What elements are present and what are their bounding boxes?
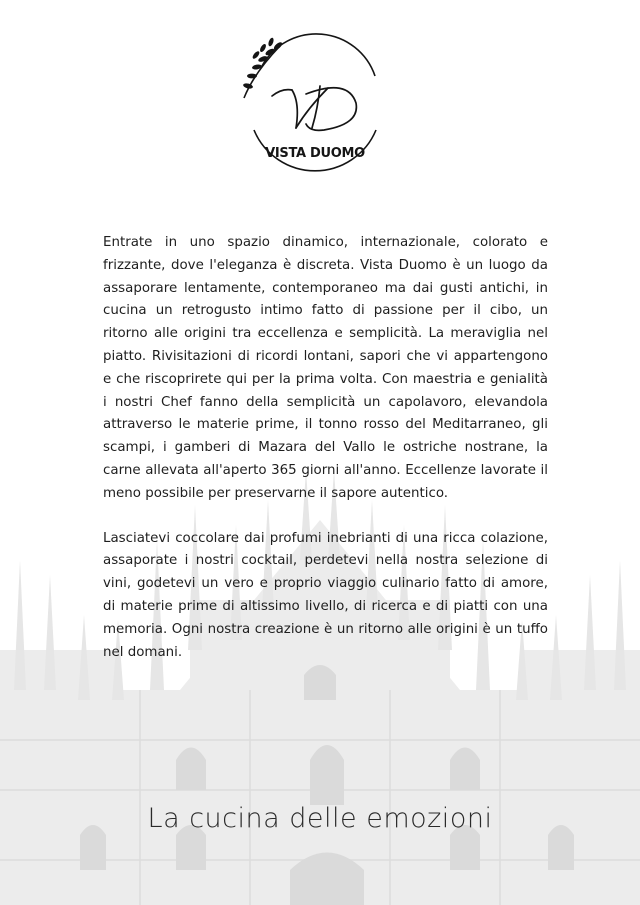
paragraph-experience: Lasciatevi coccolare dai profumi inebrianti di una ricca colazione, assaporate i nostri cocktail, perdetevi nella nostra selezione di vini, godetevi un vero e proprio viaggio culinario fatto di amore, di materie prime di altissimo livello, di ricerca e di piatti con una memoria. Ogni nostra creazione è un ritorno alle origini è un tuffo nel domani. — [103, 530, 548, 660]
laurel-branch-icon — [243, 37, 284, 98]
description-text — [103, 232, 548, 664]
logo-wordmark: VISTA DUOMO — [265, 146, 365, 161]
tagline: La cucina delle emozioni — [147, 803, 493, 834]
vd-monogram — [272, 86, 356, 130]
paragraph-intro: Entrate in uno spazio dinamico, internazionale, colorato e frizzante, dove l'eleganza è discreta. Vista Duomo è un luogo da assaporare lentamente, contemporaneo ma dai gusti antichi, in cucina un retrogusto intimo fatto di passione per il cibo, un ritorno alle origini tra eccellenza e semplicità. La meraviglia nel piatto. Rivisitazioni di ricordi lontani, sapori che vi appartengono e che riscoprirete qui per la prima volta. Con maestria e genialità i nostri Chef fanno della semplicità un capolavoro, elevandola attraverso le materie prime, il tonno rosso del Meditarraneo, gli scampi, i gamberi di Mazara del Vallo le ostriche nostrane, la carne allevata all'aperto 365 giorni all'anno. Eccellenze lavorate il meno possibile per preservarne il sapore autentico. — [103, 235, 548, 501]
vista-duomo-logo — [240, 28, 390, 178]
